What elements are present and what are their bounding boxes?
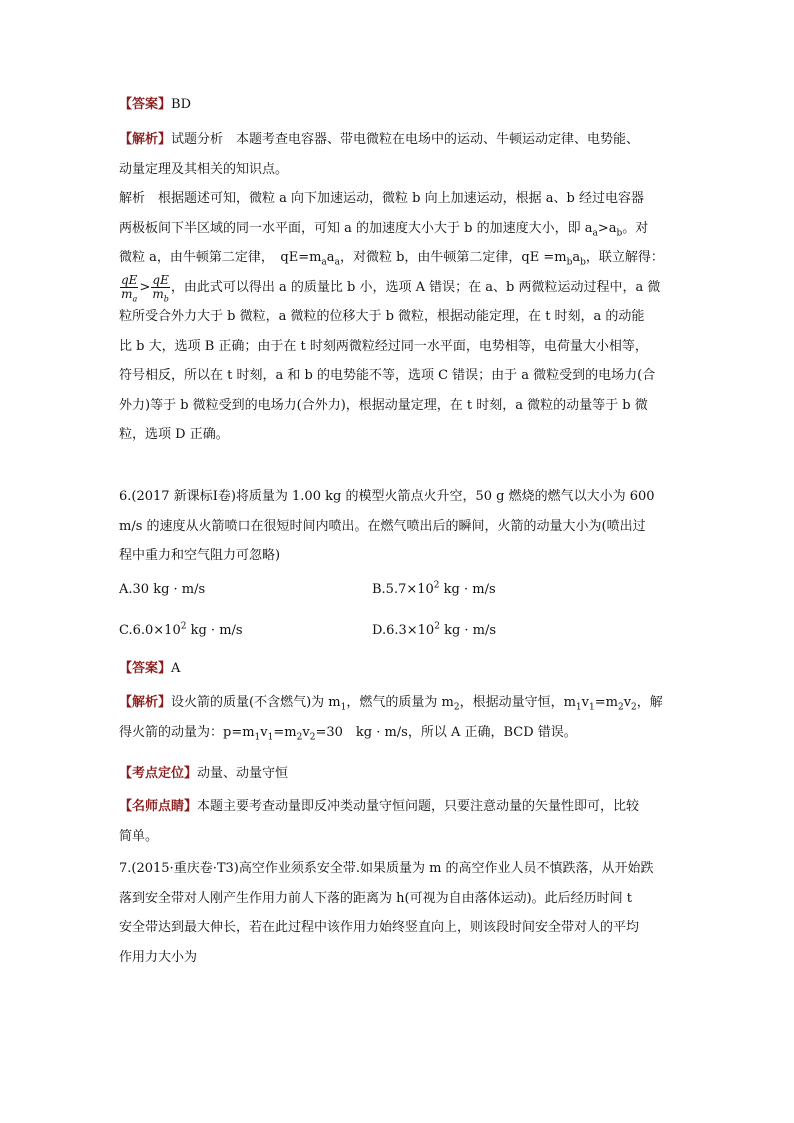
analysis-line: 粒所受合外力大于 b 微粒，a 微粒的位移大于 b 微粒，根据动能定理，在 t 时刻，a 的动能 xyxy=(119,309,645,324)
answer-text: BD xyxy=(171,97,191,112)
question-line: 程中重力和空气阻力可忽略) xyxy=(119,548,281,563)
analysis-section-1 xyxy=(119,125,679,450)
analysis-line: 外力)等于 b 微粒受到的电场力(合外力)，根据动量定理，在 t 时刻，a 微粒的动量等于 b 微 xyxy=(119,397,648,413)
analysis-line: $\frac{qE}{m_a}$ > $\frac{qE}{m_b}$ ，由此式可以得出 a 的质量比 b 小，选项 A 错误；在 a、b 两微粒运动过程中，a 微 xyxy=(121,272,661,303)
question-line: 落到安全带对人刚产生作用力前人下落的距离为 h(可视为自由落体运动)。此后经历时间 t xyxy=(119,890,633,906)
analysis-line: 粒，选项 D 正确。 xyxy=(119,427,229,442)
analysis-tag: 【解析】 xyxy=(119,132,172,147)
analysis-line: 得火箭的动量为：$p=m_1v_1=m_2v_2=30$ kg · m/s，所以 A 正确，BCD 错误。 xyxy=(119,724,577,743)
analysis-line: 两极板间下半区域的同一水平面，可知 a 的加速度大小大于 b 的加速度大小，即 $a_a>a_b$。对 xyxy=(119,220,649,239)
question-line: 作用力大小为 xyxy=(119,949,198,965)
question-line: m/s 的速度从火箭喷口在很短时间内喷出。在燃气喷出后的瞬间，火箭的动量大小为(喷出过 xyxy=(119,518,646,534)
analysis-line: 比 b 大，选项 B 正确；由于在 t 时刻两微粒经过同一水平面，电势相等，电荷量大小相等， xyxy=(119,338,648,354)
option-c: $C.6.0\times 10^2$ kg · m/s xyxy=(119,621,243,638)
kaodian-text: 动量、动量守恒 xyxy=(197,766,289,781)
answer-section-2 xyxy=(119,654,679,684)
analysis-section-2 xyxy=(119,688,679,747)
option-b: $B.5.7\times 10^2$ kg · m/s xyxy=(372,580,496,597)
mingshi-line: 本题主要考查动量即反冲类动量守恒问题，只要注意动量的矢量性即可，比较 xyxy=(197,799,640,814)
kaodian-tag: 【考点定位】 xyxy=(119,766,198,781)
question-7 xyxy=(119,854,679,972)
analysis-line: 【解析】设火箭的质量(不含燃气)为 $m_1$，燃气的质量为 $m_2$，根据动量守恒，$m_1v_1=m_2v_2$，解 xyxy=(119,695,663,713)
option-a: A.30 kg · m/s xyxy=(119,582,206,597)
mingshi-section xyxy=(119,792,679,851)
analysis-line: 微粒 a，由牛顿第二定律， $qE=m_aa_a$，对微粒 b，由牛顿第二定律，qE $=m_ba_b$，联立解得： xyxy=(119,250,664,268)
mingshi-tag: 【名师点睛】 xyxy=(119,799,198,814)
question-6 xyxy=(119,482,679,571)
fraction: $\frac{qE}{m_b}$ xyxy=(152,272,169,303)
mingshi-line: 简单。 xyxy=(119,828,159,844)
analysis-line: 符号相反，所以在 t 时刻，a 和 b 的电势能不等，选项 C 错误；由于 a 微粒受到的电场力(合 xyxy=(119,368,656,383)
fraction: $\frac{qE}{m_a}$ xyxy=(121,272,138,303)
option-d: $D.6.3\times 10^2$ kg · m/s xyxy=(372,621,497,638)
kaodian-section xyxy=(119,759,679,789)
answer-tag: 【答案】 xyxy=(119,661,172,676)
analysis-line: 动量定理及其相关的知识点。 xyxy=(119,161,289,177)
answer-text: A xyxy=(171,661,181,676)
question-line: 7.(2015·重庆卷·T3)高空作业须系安全带.如果质量为 m 的高空作业人员不慎跌落，从开始跌 xyxy=(119,861,654,876)
question-line: 安全带达到最大伸长，若在此过程中该作用力始终竖直向上，则该段时间安全带对人的平均 xyxy=(119,920,640,935)
analysis-line: 解析 根据题述可知，微粒 a 向下加速运动，微粒 b 向上加速运动，根据 a、b 经过电容器 xyxy=(119,191,644,206)
answer-section-1 xyxy=(119,90,679,120)
analysis-line: 试题分析 本题考查电容器、带电微粒在电场中的运动、牛顿运动定律、电势能、 xyxy=(171,132,640,147)
question-line: 6.(2017 新课标Ⅰ卷)将质量为 1.00 kg 的模型火箭点火升空，50 g 燃烧的燃气以大小为 600 xyxy=(119,489,655,504)
answer-tag: 【答案】 xyxy=(119,97,172,112)
